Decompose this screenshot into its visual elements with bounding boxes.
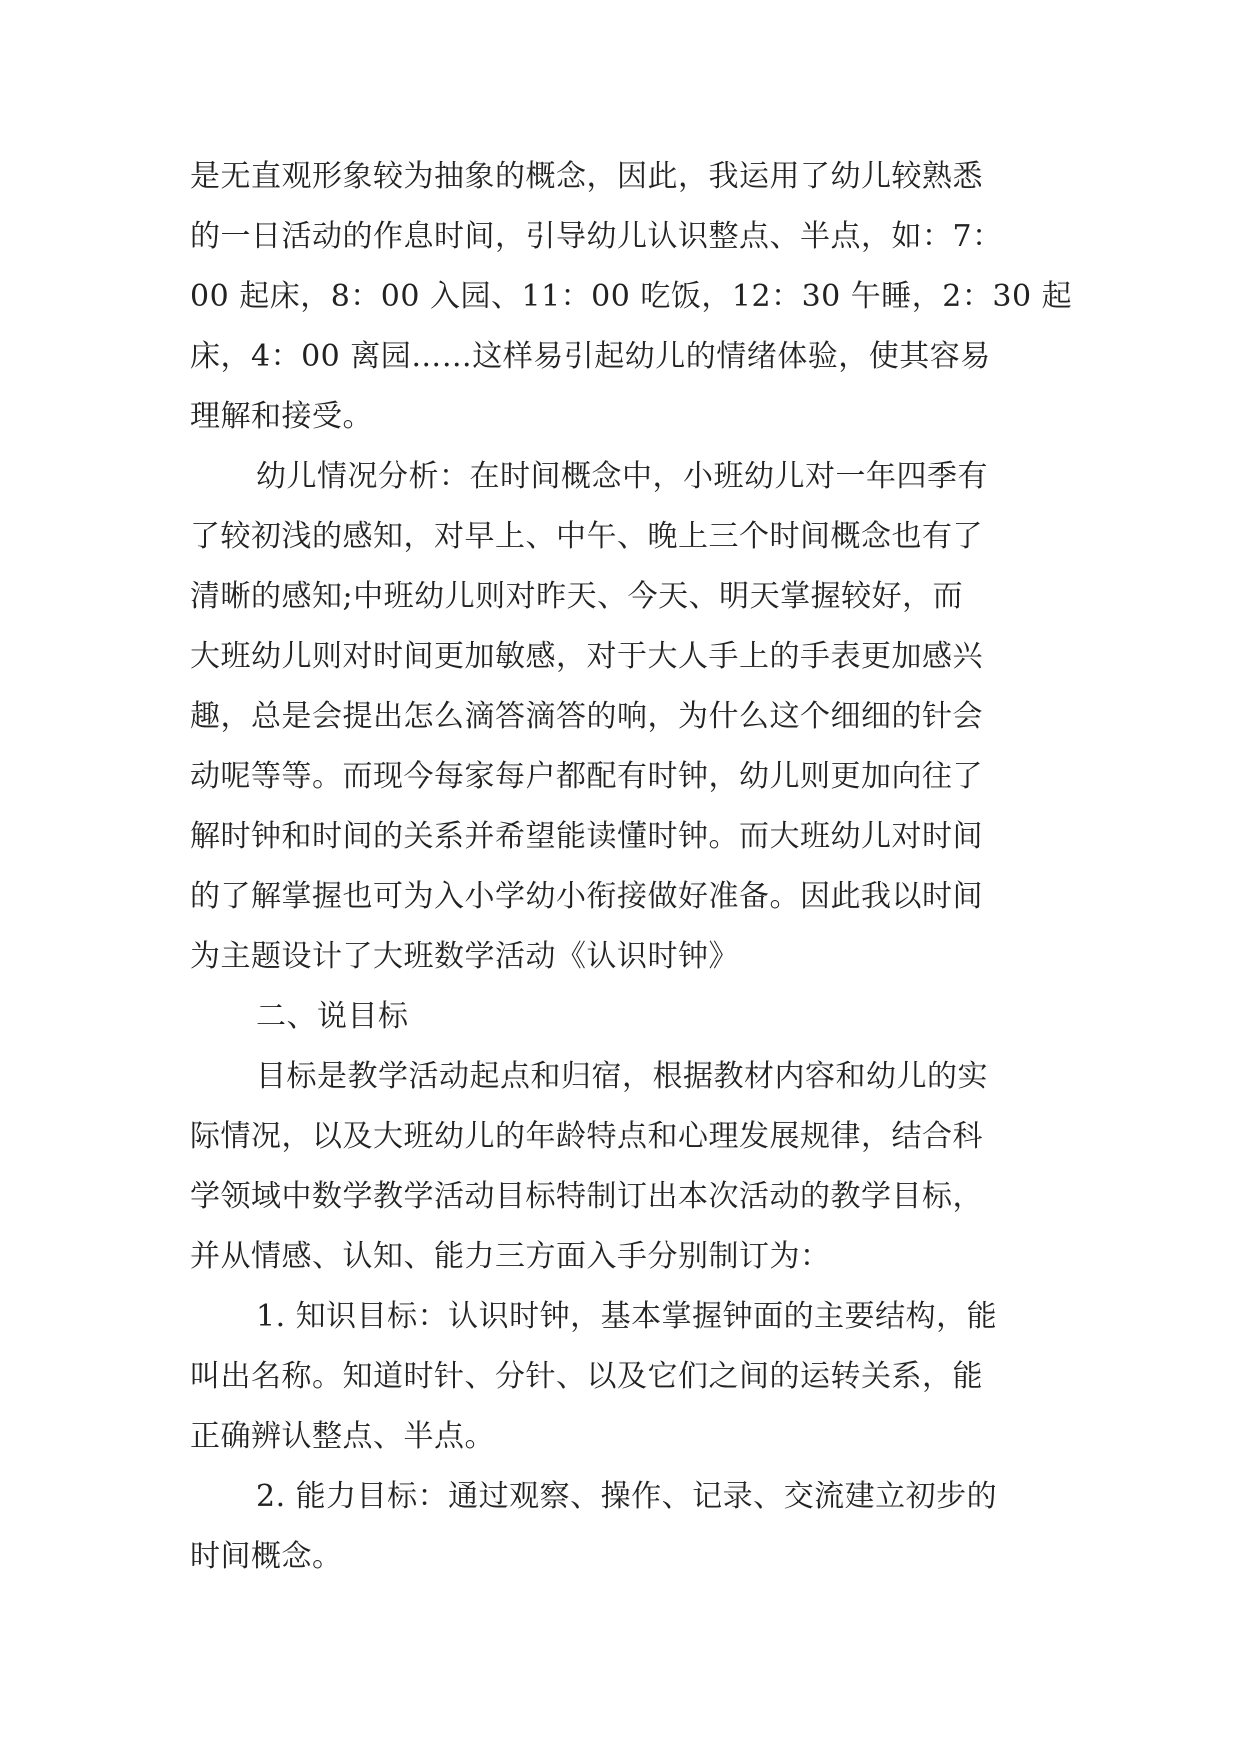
- text-line: 理解和接受。: [190, 399, 373, 434]
- list-item-line: 1. 知识目标：认识时钟，基本掌握钟面的主要结构，能: [256, 1299, 998, 1334]
- text-line: 大班幼儿则对时间更加敏感，对于大人手上的手表更加感兴: [190, 639, 983, 674]
- section-heading: 二、说目标: [256, 999, 409, 1034]
- text-line: 00 起床，8：00 入园、11：00 吃饭，12：30 午睡，2：30 起: [190, 279, 1073, 314]
- text-line: 并从情感、认知、能力三方面入手分别制订为：: [190, 1239, 831, 1274]
- text-line: 解时钟和时间的关系并希望能读懂时钟。而大班幼儿对时间: [190, 819, 983, 854]
- list-item-line: 2. 能力目标：通过观察、操作、记录、交流建立初步的: [256, 1479, 998, 1514]
- text-line: 动呢等等。而现今每家每户都配有时钟，幼儿则更加向往了: [190, 759, 983, 794]
- text-line: 床，4：00 离园……这样易引起幼儿的情绪体验，使其容易: [190, 339, 991, 374]
- text-line: 清晰的感知;中班幼儿则对昨天、今天、明天掌握较好，而: [190, 579, 964, 614]
- text-line: 趣，总是会提出怎么滴答滴答的响，为什么这个细细的针会: [190, 699, 983, 734]
- text-line: 是无直观形象较为抽象的概念，因此，我运用了幼儿较熟悉: [190, 159, 983, 194]
- text-line: 时间概念。: [190, 1539, 343, 1574]
- text-line: 学领域中数学教学活动目标特制订出本次活动的教学目标，: [190, 1179, 983, 1214]
- paragraph-start-line: 幼儿情况分析：在时间概念中，小班幼儿对一年四季有: [256, 459, 988, 494]
- text-line: 叫出名称。知道时针、分针、以及它们之间的运转关系，能: [190, 1359, 983, 1394]
- text-line: 了较初浅的感知，对早上、中午、晚上三个时间概念也有了: [190, 519, 983, 554]
- text-line: 的一日活动的作息时间，引导幼儿认识整点、半点，如：7：: [190, 219, 1003, 254]
- text-line: 的了解掌握也可为入小学幼小衔接做好准备。因此我以时间: [190, 879, 983, 914]
- text-line: 为主题设计了大班数学活动《认识时钟》: [190, 939, 739, 974]
- text-line: 正确辨认整点、半点。: [190, 1419, 495, 1454]
- paragraph-start-line: 目标是教学活动起点和归宿，根据教材内容和幼儿的实: [256, 1059, 988, 1094]
- text-line: 际情况，以及大班幼儿的年龄特点和心理发展规律，结合科: [190, 1119, 983, 1154]
